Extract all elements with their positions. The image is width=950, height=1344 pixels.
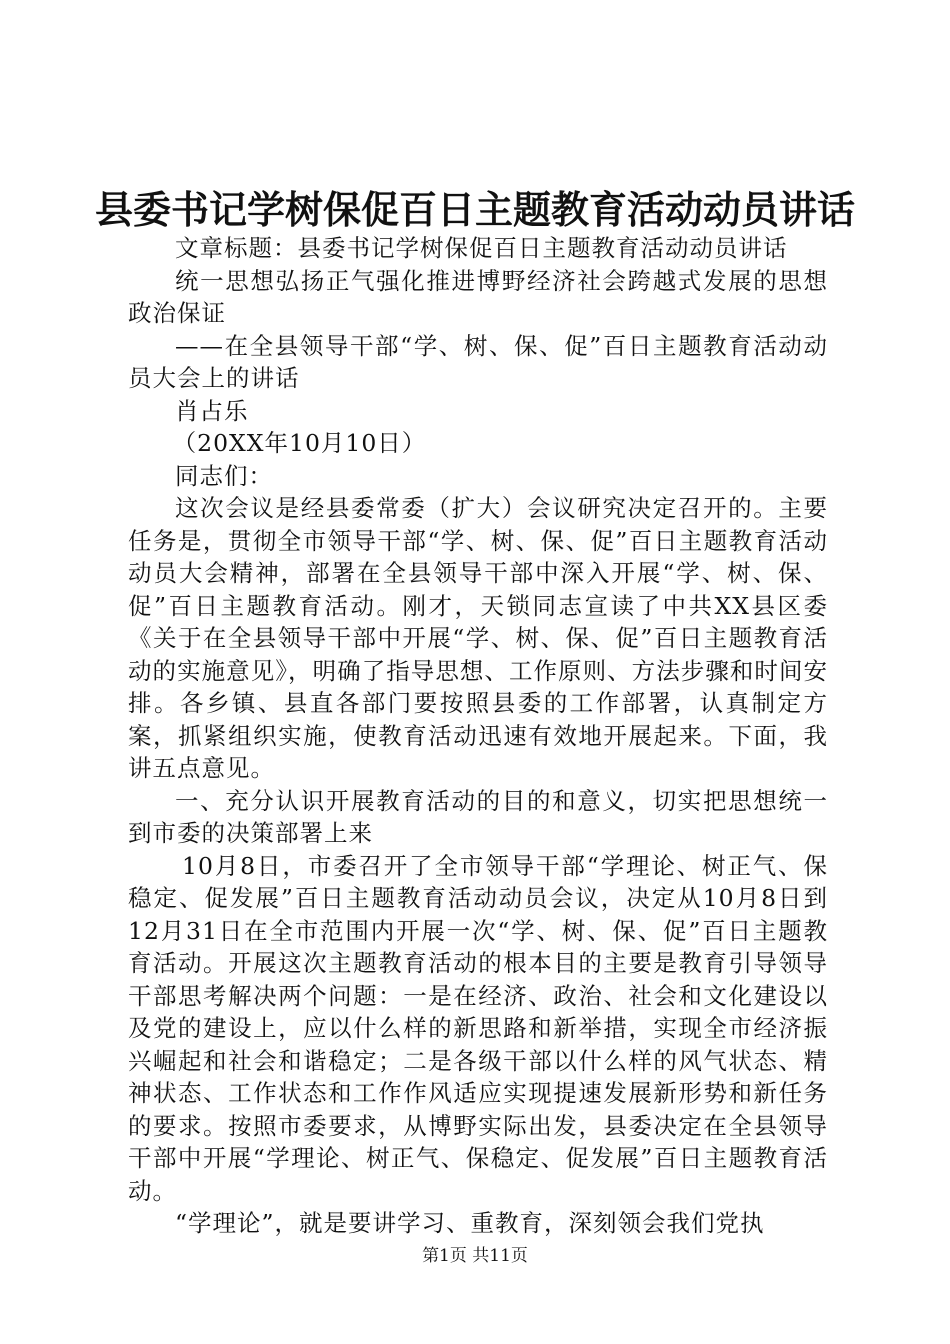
speech-main-title: 统一思想弘扬正气强化推进博野经济社会跨越式发展的思想政治保证 <box>128 266 828 327</box>
article-title-line: 文章标题：县委书记学树保促百日主题教育活动动员讲话 <box>175 234 788 262</box>
section-heading: 一、充分认识开展教育活动的目的和意义，切实把思想统一到市委的决策部署上来 <box>128 786 828 847</box>
body-paragraph: 这次会议是经县委常委（扩大）会议研究决定召开的。主要任务是，贯彻全市领导干部“学、树、保、促”百日主题教育活动动员大会精神，部署在全县领导干部中深入开展“学、树、保、促”百日主题教育活动。刚才，天锁同志宣读了中共XX县区委《关于在全县领导干部中开展“学、树、保、促”百日主题教育活动的实施意见》，明确了指导思想、工作原则、方法步骤和时间安排。各乡镇、县直各部门要按照县委的工作部署，认真制定方案，抓紧组织实施，使教育活动迅速有效地开展起来。下面，我讲五点意见。 <box>128 494 828 782</box>
body-paragraph: 10月8日，市委召开了全市领导干部“学理论、树正气、保稳定、促发展”百日主题教育活动动员会议，决定从10月8日到12月31日在全市范围内开展一次“学、树、保、促”百日主题教育活动。开展这次主题教育活动的根本目的主要是教育引导领导干部思考解决两个问题：一是在经济、政治、社会和文化建设以及党的建设上，应以什么样的新思路和新举措，实现全市经济振兴崛起和社会和谐稳定；二是各级干部以什么样的风气状态、精神状态、工作状态和工作作风适应实现提速发展新形势和新任务的要求。按照市委要求，从博野实际出发，县委决定在全县领导干部中开展“学理论、树正气、保稳定、促发展”百日主题教育活动。 <box>128 851 828 1205</box>
speech-subtitle: ——在全县领导干部“学、树、保、促”百日主题教育活动动员大会上的讲话 <box>128 331 828 392</box>
document-title: 县委书记学树保促百日主题教育活动动员讲话 <box>94 187 855 232</box>
speech-date: （20XX年10月10日） <box>172 429 427 457</box>
page-footer: 第1页 共11页 <box>422 1246 528 1266</box>
document-body <box>128 232 828 1240</box>
speaker-name: 肖占乐 <box>175 396 249 425</box>
salutation: 同志们： <box>175 461 273 490</box>
body-paragraph: “学理论”，就是要讲学习、重教育，深刻领会我们党执 <box>175 1209 765 1237</box>
